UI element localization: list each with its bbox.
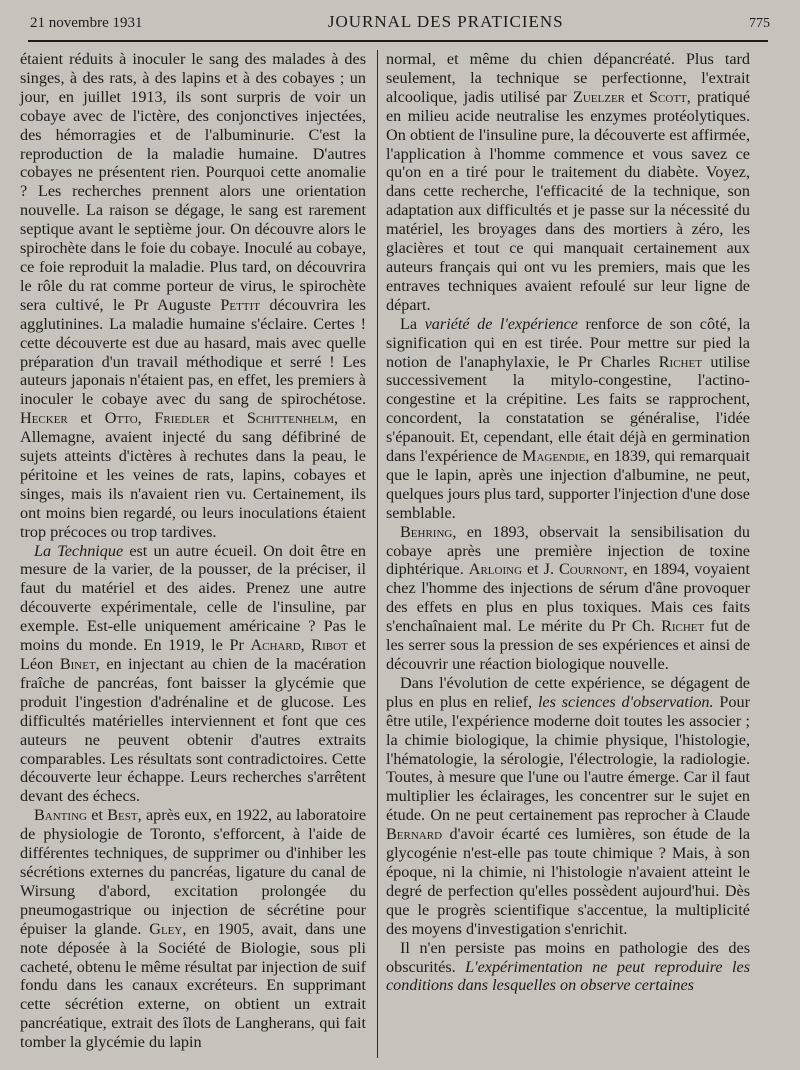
paragraph: Behring, en 1893, observait la sensibilisation du cobaye après une première injection de toxine diphtérique. Arloing et J. Cournont, en 1894, voyaient chez l'homme des injections de sérum d'âne provoquer des effets en plus en plus toxiques. Mais ces faits s'enchaînaient mal. Le mérite du Pr Ch. Richet fut de les serrer sous la pression de ses expériences et ainsi de découvrir une réaction biologique nouvelle.	[386, 522, 751, 673]
header-journal-title: JOURNAL DES PRATICIENS	[327, 12, 564, 31]
paragraph: Dans l'évolution de cette expérience, se dégagent de plus en plus en relief, les sciences d'observation. Pour être utile, l'expérience moderne doit toutes les associer ; la chimie biologique, la chimie physique, l'histologie, l'hématologie, la sérologie, l'électrologie, la radiologie. Toutes, à mesure que l'une ou l'autre émerge. Car il faut multiplier les éclairages, les concentrer sur le sujet en étude. On ne peut certainement pas reprocher à Claude Bernard d'avoir écarté ces lumières, son étude de la glycogénie n'est-elle pas toute chimique ? Mais, à son époque, ni la chimie, ni l'histologie n'avaient atteint le degré de perfection qu'elles possèdent aujourd'hui. Dès que le progrès scientifique s'accentue, la multiplicité des moyens d'investigation s'enrichit.	[386, 673, 751, 938]
paragraph: étaient réduits à inoculer le sang des malades à des singes, à des rats, à des lapins et à des cobayes ; un jour, en juillet 1913, ils sont surpris de voir un cobaye avec de l'ictère, des conjonctives injectées, des hémorragies et de l'albuminurie. C'est la reproduction de la maladie humaine. D'autres cobayes ne présentent rien. Pourquoi cette anomalie ? Les recherches prennent alors une orientation nouvelle. La raison se dégage, le sang est rarement septique avant le septième jour. On découvre alors le spirochète dans le foie du cobaye. Inoculé au cobaye, ce foie reproduit la maladie. Plus tard, on découvrira le rôle du rat comme porteur de virus, le spirochète sera cultivé, le Pr Auguste Pettit découvrira les agglutinines. La maladie humaine s'éclaire. Certes ! cette découverte est due au hasard, mais avec quelle préparation d'un travail méthodique et serré ! Les auteurs japonais n'étaient pas, en effet, les premiers à inoculer le cobaye avec du sang de spirochétose. Hecker et Otto, Friedler et Schittenhelm, en Allemagne, avaient injecté du sang défibriné de sujets atteints d'ictères à rechutes dans la peau, le péritoine et les veines de rats, lapins, cobayes et singes, mais ils n'avaient rien vu. Certainement, ils ont moins bien regardé, ou leurs inoculations étaient trop précoces ou trop tardives.	[20, 50, 367, 541]
page-number: 775	[748, 16, 770, 31]
header-date: 21 novembre 1931	[30, 15, 143, 31]
left-column	[20, 50, 366, 1052]
running-header	[30, 12, 770, 38]
paragraph: La Technique est un autre écueil. On doit être en mesure de la varier, de la pousser, de la préciser, il faut du matériel et des aides. Prenez une autre découverte expérimentale, celle de l'insuline, par exemple. Est-elle uniquement américaine ? Pas le moins du monde. En 1919, le Pr Achard, Ribot et Léon Binet, en injectant au chien de la macération fraîche de pancréas, font baisser la glycémie que produit l'ingestion d'adrénaline et de glucose. Les difficultés matérielles interviennent et font que ces auteurs ne peuvent obtenir d'autres extraits comparables. Les résultats sont contradictoires. Cette découverte leur échappe. Leurs recherches s'arrêtent devant des échecs.	[20, 541, 367, 806]
column-divider	[377, 50, 378, 1058]
right-column	[386, 50, 750, 995]
paragraph: Banting et Best, après eux, en 1922, au laboratoire de physiologie de Toronto, s'efforcent, à l'aide de différentes techniques, de supprimer ou d'inhiber les sécrétions externes du pancréas, ligature du canal de Wirsung d'abord, excitation prolongée du pneumogastrique ou injection de sécrétine pour épuiser la glande. Gley, en 1905, avait, dans une note déposée à la Société de Biologie, sous pli cacheté, obtenu le même résultat par injection de suif fondu dans les canaux excréteurs. En supprimant cette sécrétion externe, on obtient un extrait pancréatique, extrait des îlots de Langherans, qui fait tomber la glycémie du lapin	[20, 806, 367, 1052]
paragraph: normal, et même du chien dépancréaté. Plus tard seulement, la technique se perfectionne, l'extrait alcoolique, jadis utilisé par Zuelzer et Scott, pratiqué en milieu acide neutralise les enzymes protéolytiques. On obtient de l'insuline pure, la découverte est affirmée, l'application à l'homme commence et vous savez ce qu'on en a tiré pour le traitement du diabète. Voyez, dans cette recherche, l'efficacité de la technique, son adaptation aux difficultés et je passe sur la nécessité du matériel, les broyages dans des mortiers à zéro, les glacières et tout ce qui manquait certainement aux auteurs français qui ont vu les premiers, mais que les entraves techniques avaient refoulé sur leur ligne de départ.	[386, 50, 751, 314]
header-rule	[28, 40, 768, 42]
paragraph: Il n'en persiste pas moins en pathologie des des obscurités. L'expérimentation ne peut reproduire les conditions dans lesquelles on observe certaines	[386, 938, 750, 995]
paragraph: La variété de l'expérience renforce de son côté, la signification qui en est tirée. Pour mettre sur pied la notion de l'anaphylaxie, le Pr Charles Richet utilise successivement la mitylo-congestine, l'actino-congestine et la crépitine. Les faits se rapprochent, concordent, la constatation se généralise, l'idée s'épanouit. Et, cependant, elle était déjà en germination dans l'expérience de Magendie, en 1839, qui remarquait que le lapin, après une injection d'albumine, ne peut, quelques jours plus tard, supporter l'injection d'une dose semblable.	[386, 314, 751, 522]
